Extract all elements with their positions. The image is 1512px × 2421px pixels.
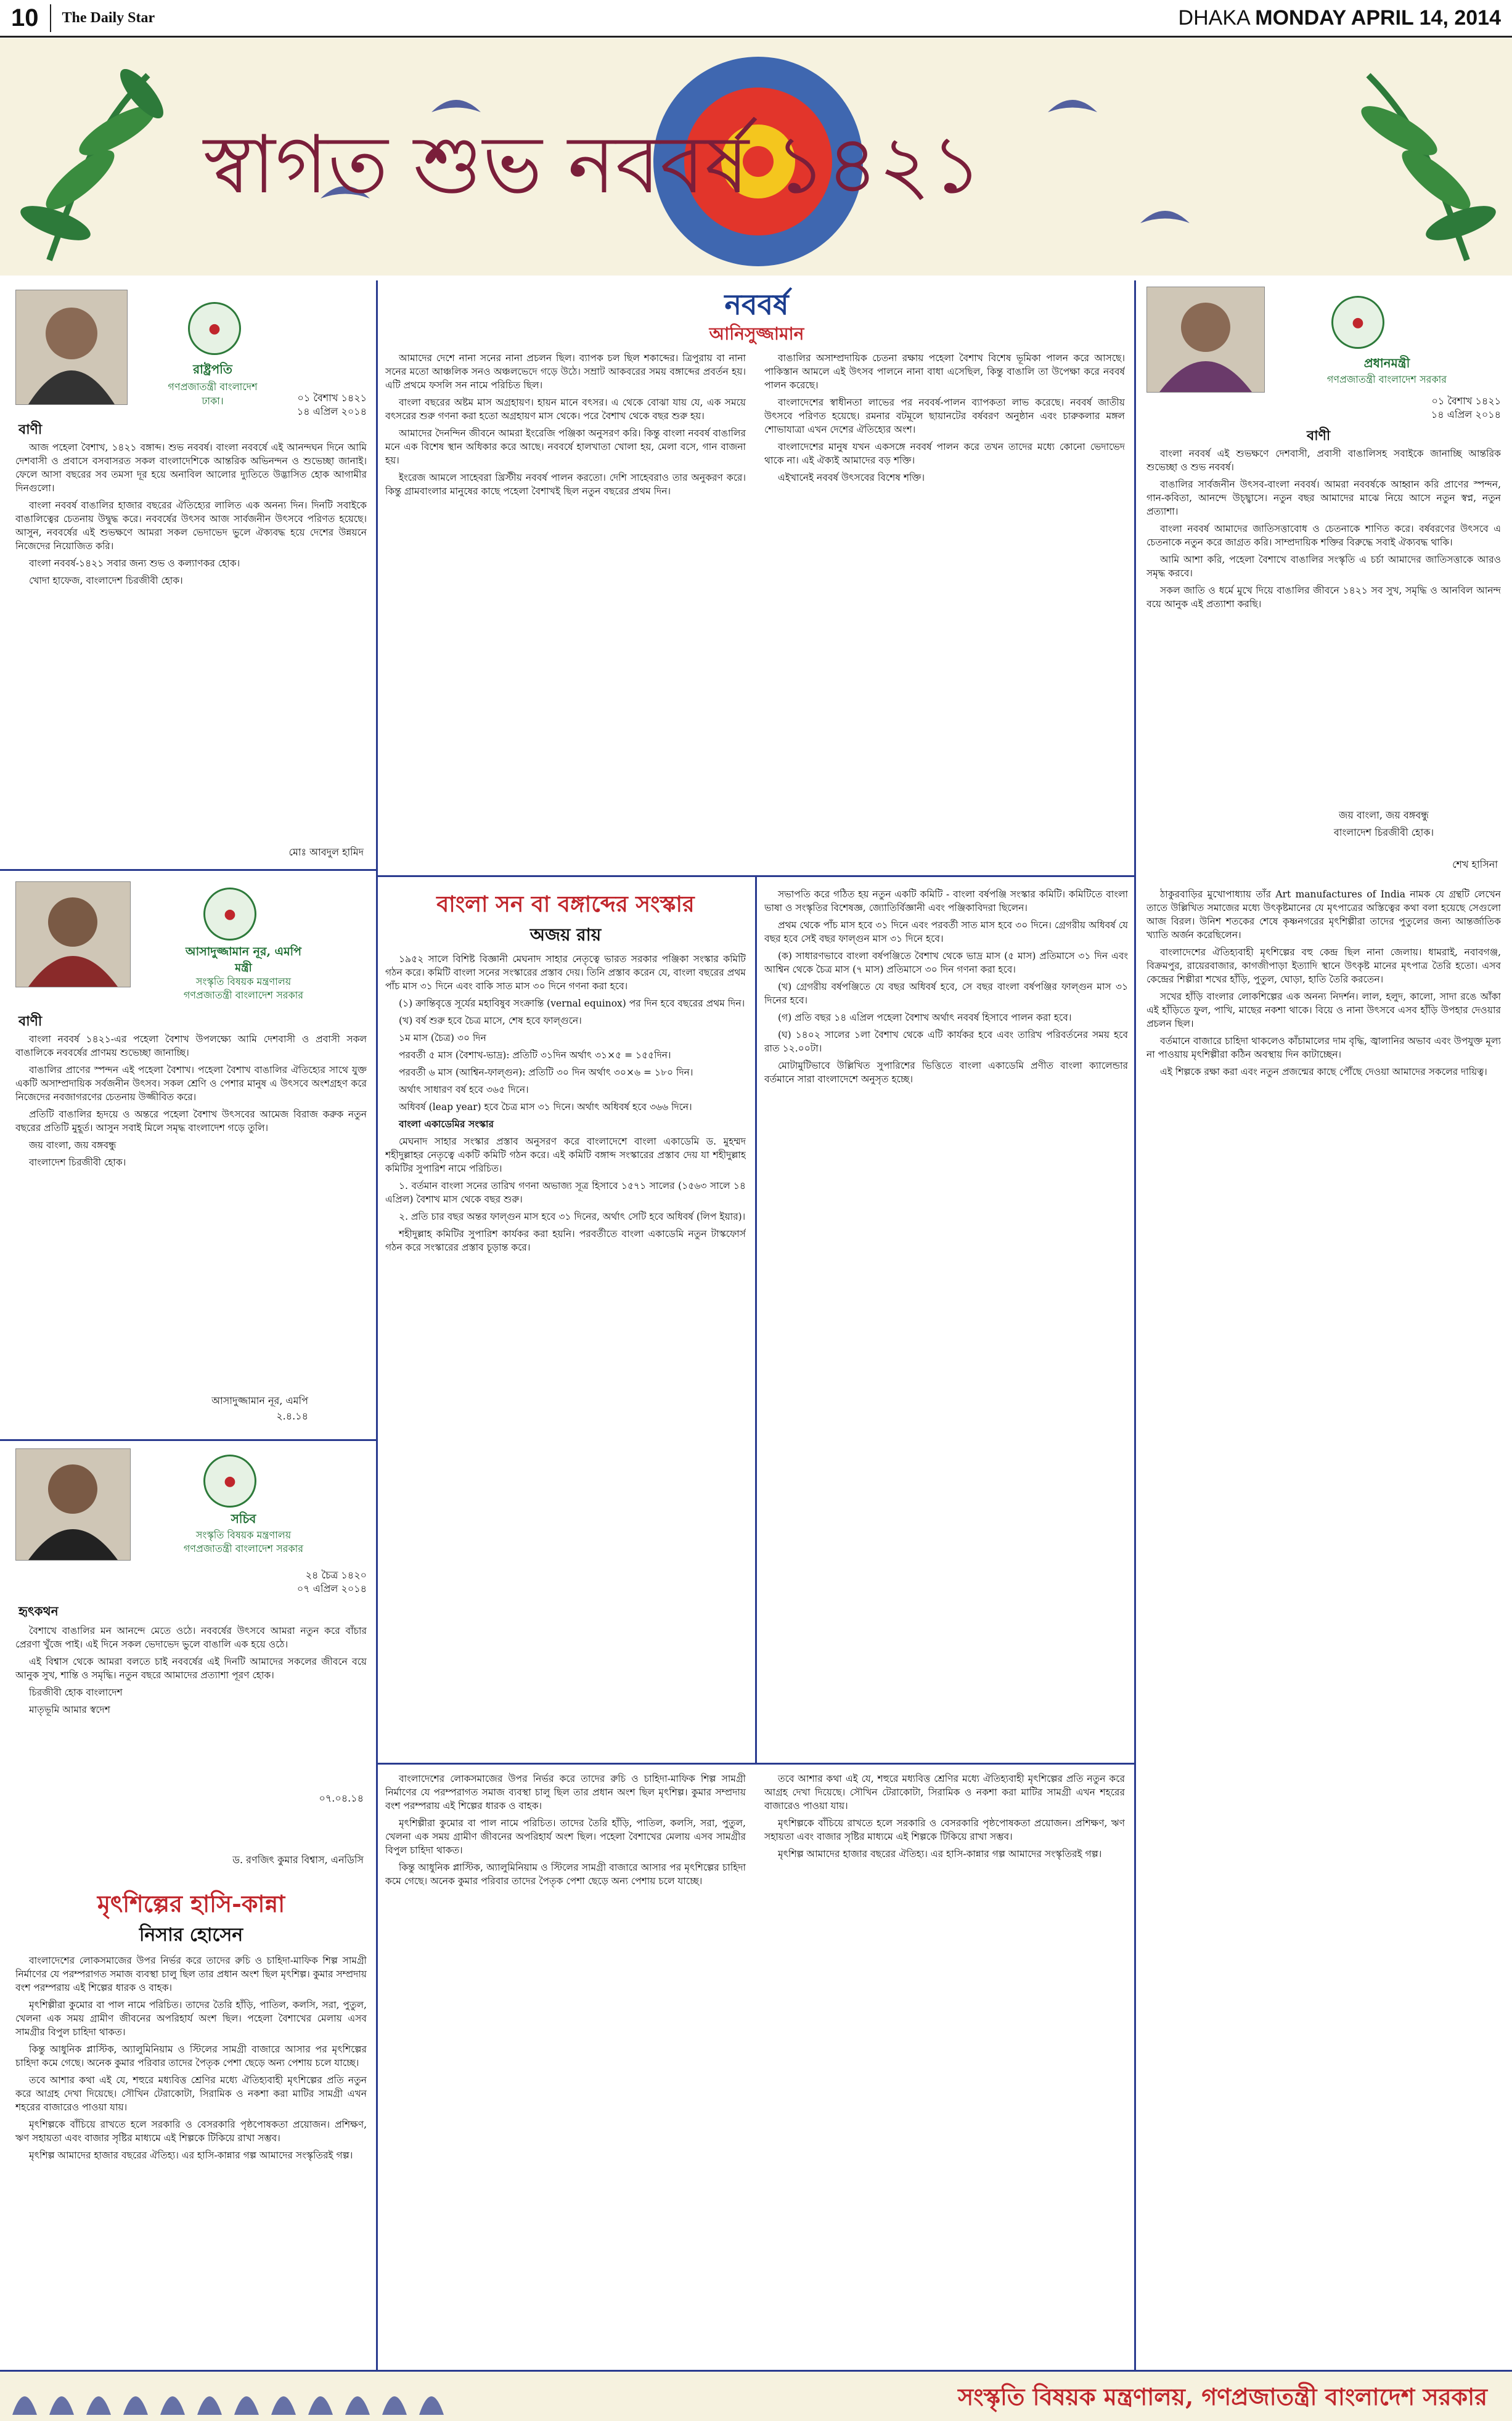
minister-message: বাংলা নববর্ষ ১৪২১-এর পহেলা বৈশাখ উপলক্ষ্যে আমি দেশবাসী ও প্রবাসী সকল বাঙালিকে নববর্ষের প্রাণময় শুভেচ্ছা জানাচ্ছি। বাঙালির প্রাণের স্পন্দন এই পহেলা বৈশাখ। পহেলা বৈশাখ বাঙালির ঐতিহ্যের সাথে যুক্ত একটি অসাম্প্রদায়িক সর্বজনীন উৎসব। সকল শ্রেণি ও পেশার মানুষ এ উৎসবে অংশগ্রহণ করে নিজেদের নবজাগরণের চেতনায় উজ্জীবিত করে। প্রতিটি বাঙালির হৃদয়ে ও অন্তরে পহেলা বৈশাখ উৎসবের আমেজ বিরাজ করুক নতুন বছরের প্রতিটি মুহূর্ত। আসুন সবাই মিলে সমৃদ্ধ বাংলাদেশ গড়ে তুলি। জয় বাংলা, জয় বঙ্গবন্ধু বাংলাদেশ চিরজীবী হোক। [15, 1034, 367, 1168]
section-rule [376, 875, 1136, 877]
column-rule [1134, 280, 1136, 2370]
essay2-author: অজয় রায় [529, 925, 602, 945]
minister-ministry: সংস্কৃতি বিষয়ক মন্ত্রণালয় [195, 976, 292, 987]
essay3-author: নিসার হোসেন [139, 1924, 243, 1946]
minister-signature: আসাদুজ্জামান নূর, এমপি [211, 1395, 308, 1406]
secretary-signature-date: ০৭.০৪.১৪ [319, 1792, 364, 1804]
minister-signature-date: ২.৪.১৪ [276, 1410, 308, 1422]
essay1-title: নববর্ষ [724, 288, 789, 321]
pm-closing2: বাংলাদেশ চিরজীবী হোক। [1333, 827, 1434, 838]
president-city: ঢাকা। [202, 395, 224, 407]
essay3-continued-center: বাংলাদেশের লোকসমাজের উপর নির্ভর করে তাদের রুচি ও চাহিদা-মাফিক শিল্প সামগ্রী নির্মাণের যে পরম্পরাগত সমাজ ব্যবস্থা চালু ছিল তার প্রধান অংশ ছিল মৃৎশিল্প। কুমার সম্প্রদায় বংশ পরম্পরায় এই শিল্পের ধারক ও বাহক। মৃৎশিল্পীরা কুমোর বা পাল নামে পরিচিত। তাদের তৈরি হাঁড়ি, পাতিল, কলসি, সরা, পুতুল, খেলনা এক সময় গ্রামীণ জীবনের অপরিহার্য অংশ ছিল। পহেলা বৈশাখের মেলায় এসব সামগ্রীর বিপুল চাহিদা থাকত। কিন্তু আধুনিক প্লাস্টিক, অ্যালুমিনিয়াম ও স্টিলের সামগ্রী বাজারে আসার পর মৃৎশিল্পের চাহিদা কমে গেছে। অনেক কুমার পরিবার তাদের পৈতৃক পেশা ছেড়ে অন্য পেশায় চলে যাচ্ছে। তবে আশার কথা এই যে, শহুরে মধ্যবিত্ত শ্রেণির মধ্যে ঐতিহ্যবাহী মৃৎশিল্পের প্রতি নতুন করে আগ্রহ দেখা দিয়েছে। সৌখিন টেরাকোটা, সিরামিক ও নকশা করা মাটির সামগ্রী এখন শহরের বাজারেও পাওয়া যায়। মৃৎশিল্পকে বাঁচিয়ে রাখতে হলে সরকারি ও বেসরকারি পৃষ্ঠপোষকতা প্রয়োজন। প্রশিক্ষণ, ঋণ সহায়তা এবং বাজার সৃষ্টির মাধ্যমে এই শিল্পকে টিকিয়ে রাখা সম্ভব। মৃৎশিল্প আমাদের হাজার বছরের ঐতিহ্য। এর হাসি-কান্নার গল্প আমাদের সংস্কৃতিরই গল্প। [385, 1773, 1125, 1887]
footer-ministry-text: সংস্কৃতি বিষয়ক মন্ত্রণালয়, গণপ্রজাতন্ত্রী বাংলাদেশ সরকার [958, 2383, 1487, 2411]
pm-dates: ০১ বৈশাখ ১৪২১ ১৪ এপ্রিল ২০১৪ [1431, 395, 1501, 420]
pm-role: প্রধানমন্ত্রী [1363, 356, 1410, 370]
minister-gov: গণপ্রজাতন্ত্রী বাংলাদেশ সরকার [183, 989, 304, 1001]
banner-title: স্বাগত শুভ নববর্ষ ১৪২১ [203, 118, 983, 211]
essay2-title: বাংলা সন বা বঙ্গাব্দের সংস্কার [436, 891, 695, 917]
ministry-emblem-icon: ● [203, 888, 256, 941]
secretary-heading: হৃৎকথন [18, 1604, 59, 1619]
govt-emblem-icon: ● [188, 302, 241, 355]
pm-closing: জয় বাংলা, জয় বঙ্গবন্ধু [1339, 809, 1429, 821]
essay2-body: ১৯৫২ সালে বিশিষ্ট বিজ্ঞানী মেঘনাদ সাহার নেতৃত্বে ভারত সরকার পঞ্জিকা সংস্কার কমিটি গঠন করে। কমিটি বাংলা সনের সংস্কারের প্রস্তাব দেয়। তিনি প্রস্তাব করেন যে, বাংলা বছরের প্রথম পাঁচ মাস ৩১ দিনে এবং বাকি সাত মাস ৩০ দিনে গণনা করা হবে। (১) ক্রান্তিবৃত্তে সূর্যের মহাবিষুব সংক্রান্তি (vernal equinox) পর দিন হবে বছরের প্রথম দিন। (খ) বর্ষ শুরু হবে চৈত্র মাসে, শেষ হবে ফাল্গুনে। ১ম মাস (চৈত্র) ৩০ দিন পরবর্তী ৫ মাস (বৈশাখ-ভাদ্র): প্রতিটি ৩১দিন অর্থাৎ ৩১×৫ = ১৫৫দিন। পরবর্তী ৬ মাস (আশ্বিন-ফাল্গুন): প্রতিটি ৩০ দিন অর্থাৎ ৩০×৬ = ১৮০ দিন। অর্থাৎ সাধারণ বর্ষ হবে ৩৬৫ দিনে। অধিবর্ষ (leap year) হবে চৈত্র মাস ৩১ দিনে। অর্থাৎ অধিবর্ষ হবে ৩৬৬ দিনে। বাংলা একাডেমির সংস্কার মেঘনাদ সাহার সংস্কার প্রস্তাব অনুসরণ করে বাংলাদেশে বাংলা একাডেমি ড. মুহম্মদ শহীদুল্লাহর নেতৃত্বে একটি কমিটি গঠন করে। এই কমিটি বঙ্গাব্দ সংস্কারের প্রস্তাব দেয় যা শহীদুল্লাহ কমিটির সুপারিশ নামে পরিচিত। ১. বর্তমান বাংলা সনের তারিখ গণনা অভাজ্য সূত্র হিসাবে ১৫৭১ সালের (১৫৬৩ সালে ১৪ এপ্রিল) বৈশাখ মাস থেকে বছর শুরু। ২. প্রতি চার বছর অন্তর ফাল্গুন মাস হবে ৩১ দিনের, অর্থাৎ সেটি হবে অধিবর্ষ (লিপ ইয়ার)। শহীদুল্লাহ কমিটির সুপারিশ কার্যকর করা হয়নি। পরবর্তীতে বাংলা একাডেমি নতুন টাস্কফোর্স গঠন করে সংস্কারের প্রস্তাব চূড়ান্ত করে। [385, 953, 746, 1253]
govt-emblem-icon: ● [1331, 296, 1384, 349]
dateline: DHAKA MONDAY APRIL 14, 2014 [1178, 6, 1501, 30]
pm-photo [1146, 287, 1265, 393]
essay1-body: আমাদের দেশে নানা সনের নানা প্রচলন ছিল। ব্যাপক চল ছিল শকাব্দের। ত্রিপুরায় বা নানা সনের মতো আঞ্চলিক সনও অঞ্চলভেদে গড়ে উঠে। সম্রাট আকবরের সময় বঙ্গাব্দের প্রবর্তন হয়। এটি প্রথমে ফসলি সন নামে পরিচিত ছিল। বাংলা বছরের অষ্টম মাস অগ্রহায়ণ। হায়ন মানে বৎসর। এ থেকে বোঝা যায় যে, এক সময়ে বৎসরের শুরু গণনা করা হতো অগ্রহায়ণ মাস থেকে। পরে বৈশাখ থেকে বছর শুরু হয়। আমাদের দৈনন্দিন জীবনে আমরা ইংরেজি পঞ্জিকা অনুসরণ করি। কিন্তু বাংলা নববর্ষ বাঙালির মনে এক বিশেষ স্থান অধিকার করে আছে। নববর্ষে হালখাতা খোলা হয়, মেলা বসে, গান বাজনা হয়। ইংরেজ আমলে সাহেবরা খ্রিস্টীয় নববর্ষ পালন করতো। দেশি সাহেবরাও তার অনুকরণ করে। কিন্তু গ্রামবাংলার মানুষের কাছে পহেলা বৈশাখই ছিল নতুন বছরের প্রথম দিন। বাঙালির অসাম্প্রদায়িক চেতনা রক্ষায় পহেলা বৈশাখ বিশেষ ভূমিকা পালন করে আসছে। পাকিস্তান আমলে এই উৎসব পালনে নানা বাধা এসেছিল, কিন্তু বাঙালি তা উপেক্ষা করে নববর্ষ পালন করেছে। বাংলাদেশের স্বাধীনতা লাভের পর নববর্ষ-পালন ব্যাপকতা লাভ করেছে। নববর্ষ জাতীয় উৎসবে পরিণত হয়েছে। রমনার বটমূলে ছায়ানটের বর্ষবরণ অনুষ্ঠান এবং চারুকলার মঙ্গল শোভাযাত্রা এখন দেশের ঐতিহ্যের অংশ। বাংলাদেশের মানুষ যখন একসঙ্গে নববর্ষ পালন করে তখন তাদের মধ্যে কোনো ভেদাভেদ থাকে না। এই ঐক্যই আমাদের বড় শক্তি। এইখানেই নববর্ষ উৎসবের বিশেষ শক্তি। [385, 353, 1125, 497]
column-rule [755, 875, 757, 1763]
secretary-gov: গণপ্রজাতন্ত্রী বাংলাদেশ সরকার [183, 1543, 304, 1554]
pm-signature: শেখ হাসিনা [1452, 859, 1498, 870]
section-rule [0, 869, 377, 871]
minister-name: আসাদুজ্জামান নূর, এমপি [185, 945, 302, 958]
president-message: আজ পহেলা বৈশাখ, ১৪২১ বঙ্গাব্দ। শুভ নববর্ষ। বাংলা নববর্ষে এই আনন্দঘন দিনে আমি দেশবাসী ও প্রবাসে বসবাসরত সকল বাংলাদেশিকে আন্তরিক অভিনন্দন ও শুভেচ্ছা জানাই। ফেলে আসা বছরের সব তমসা দূর হয়ে অনাবিল আলোর দ্যুতিতে উদ্ভাসিত হোক আগামীর দিনগুলো। বাংলা নববর্ষ বাঙালির হাজার বছরের ঐতিহ্যের লালিত এক অনন্য দিন। দিনটি সবাইকে বাঙালিত্বের চেতনায় উদ্বুদ্ধ করে। নববর্ষের উৎসব আজ সার্বজনীন উৎসবে পরিণত হয়েছে। আসুন, নববর্ষের এই শুভক্ষণে আমরা সকল ভেদাভেদ ভুলে ঐক্যবদ্ধ হয়ে দেশের উন্নয়নে নিজেদের নিয়োজিত করি। বাংলা নববর্ষ-১৪২১ সবার জন্য শুভ ও কল্যাণকর হোক। খোদা হাফেজ, বাংলাদেশ চিরজীবী হোক। [15, 442, 367, 586]
essay1-author: আনিসুজ্জামান [709, 324, 804, 344]
president-signature: মোঃ আবদুল হামিদ [288, 846, 364, 858]
section-rule [0, 1439, 377, 1441]
secretary-ministry: সংস্কৃতি বিষয়ক মন্ত্রণালয় [195, 1529, 292, 1541]
president-photo [15, 290, 128, 405]
minister-photo [15, 881, 131, 987]
secretary-dates: ২৪ চৈত্র ১৪২০ ০৭ এপ্রিল ২০১৪ [296, 1569, 367, 1594]
secretary-role: সচিব [231, 1511, 256, 1526]
pm-gov: গণপ্রজাতন্ত্রী বাংলাদেশ সরকার [1326, 374, 1447, 385]
essay2-continued: সভাপতি করে গঠিত হয় নতুন একটি কমিটি - বাংলা বর্ষপঞ্জি সংস্কার কমিটি। কমিটিতে বাংলা ভাষা ও সংস্কৃতির বিশেষজ্ঞ, জ্যোতির্বিজ্ঞানী এবং পঞ্জিকাবিদরা ছিলেন। প্রথম থেকে পাঁচ মাস হবে ৩১ দিনে এবং পরবর্তী সাত মাস হবে ৩০ দিনে। গ্রেগরীয় অধিবর্ষ যে বছর হবে সেই বছর ফাল্গুন মাস ৩১ দিনে হবে। (ক) সাধারণভাবে বাংলা বর্ষপঞ্জিতে বৈশাখ থেকে ভাদ্র মাস (৫ মাস) প্রতিমাসে ৩১ দিন এবং আশ্বিন থেকে চৈত্র মাস (৭ মাস) প্রতিমাসে ৩০ দিন গণনা করা হবে। (খ) গ্রেগরীয় বর্ষপঞ্জিতে যে বছর অধিবর্ষ হবে, সে বছর বাংলা বর্ষপঞ্জির ফাল্গুন মাস ৩১ দিনের হবে। (গ) প্রতি বছর ১৪ এপ্রিল পহেলা বৈশাখ অর্থাৎ নববর্ষ হিসাবে পালন করা হবে। (ঘ) ১৪০২ সালের ১লা বৈশাখ থেকে এটি কার্যকর হবে এবং তারিখ পরিবর্তনের সময় হবে রাত ১২.০০টা। মোটামুটিভাবে উল্লিখিত সুপারিশের ভিত্তিতে বাংলা একাডেমি প্রণীত বাংলা ক্যালেন্ডার বর্তমানে সারা বাংলাদেশে অনুসৃত হচ্ছে। [764, 889, 1128, 1085]
banner-art [0, 38, 1512, 276]
page-footer [0, 2370, 1512, 2421]
pm-bani-heading: বাণী [1307, 428, 1331, 444]
footer-border-art [0, 2372, 863, 2421]
essay3-continued-right: ঠাকুরবাড়ির মুখোপাধ্যায় তাঁর Art manufactures of India নামক যে গ্রন্থটি লেখেন তাতে উল্লিখিত সমাজের মধ্যে উৎকৃষ্টমানের যে মৃৎপাত্রের অস্তিত্বের কথা বলা হয়েছে সেগুলো আজ বিরল। উনিশ শতকের শেষে কৃষ্ণনগরের মৃৎশিল্পীরা তাদের পুতুলের জন্য আন্তর্জাতিক খ্যাতি অর্জন করেছিলেন। বাংলাদেশের ঐতিহ্যবাহী মৃৎশিল্পের বহু কেন্দ্র ছিল নানা জেলায়। ধামরাই, নবাবগঞ্জ, বিক্রমপুর, রায়েরবাজার, কাগজীপাড়া ইত্যাদি স্থানে উৎকৃষ্ট মানের মৃৎপাত্র তৈরি হতো। এসব কেন্দ্রের শিল্পীরা শখের হাঁড়ি, পুতুল, ঘোড়া, হাতি তৈরি করতেন। সখের হাঁড়ি বাংলার লোকশিল্পের এক অনন্য নিদর্শন। লাল, হলুদ, কালো, সাদা রঙে আঁকা এই হাঁড়িতে ফুল, পাখি, মাছের নকশা থাকে। বিয়ে ও নানা উৎসবে এসব হাঁড়ি উপহার দেওয়ার প্রচলন ছিল। বর্তমানে বাজারে চাহিদা থাকলেও কাঁচামালের দাম বৃদ্ধি, জ্বালানির অভাব এবং উপযুক্ত মূল্য না পাওয়ায় মৃৎশিল্পীরা কঠিন অবস্থায় দিন কাটাচ্ছেন। এই শিল্পকে রক্ষা করা এবং নতুন প্রজন্মের কাছে পৌঁছে দেওয়া আমাদের সকলের দায়িত্ব। [1146, 889, 1501, 1077]
page-number: 10 [0, 4, 51, 32]
section-rule [376, 1763, 1136, 1765]
essay3-body: বাংলাদেশের লোকসমাজের উপর নির্ভর করে তাদের রুচি ও চাহিদা-মাফিক শিল্প সামগ্রী নির্মাণের যে পরম্পরাগত সমাজ ব্যবস্থা চালু ছিল তার প্রধান অংশ ছিল মৃৎশিল্প। কুমার সম্প্রদায় বংশ পরম্পরায় এই শিল্পের ধারক ও বাহক। মৃৎশিল্পীরা কুমোর বা পাল নামে পরিচিত। তাদের তৈরি হাঁড়ি, পাতিল, কলসি, সরা, পুতুল, খেলনা এক সময় গ্রামীণ জীবনের অপরিহার্য অংশ ছিল। পহেলা বৈশাখের মেলায় এসব সামগ্রীর বিপুল চাহিদা থাকত। কিন্তু আধুনিক প্লাস্টিক, অ্যালুমিনিয়াম ও স্টিলের সামগ্রী বাজারে আসার পর মৃৎশিল্পের চাহিদা কমে গেছে। অনেক কুমার পরিবার তাদের পৈতৃক পেশা ছেড়ে অন্য পেশায় চলে যাচ্ছে। তবে আশার কথা এই যে, শহুরে মধ্যবিত্ত শ্রেণির মধ্যে ঐতিহ্যবাহী মৃৎশিল্পের প্রতি নতুন করে আগ্রহ দেখা দিয়েছে। সৌখিন টেরাকোটা, সিরামিক ও নকশা করা মাটির সামগ্রী এখন শহরের বাজারেও পাওয়া যায়। মৃৎশিল্পকে বাঁচিয়ে রাখতে হলে সরকারি ও বেসরকারি পৃষ্ঠপোষকতা প্রয়োজন। প্রশিক্ষণ, ঋণ সহায়তা এবং বাজার সৃষ্টির মাধ্যমে এই শিল্পকে টিকিয়ে রাখা সম্ভব। মৃৎশিল্প আমাদের হাজার বছরের ঐতিহ্য। এর হাসি-কান্নার গল্প আমাদের সংস্কৃতিরই গল্প। [15, 1955, 367, 2161]
secretary-message: বৈশাখে বাঙালির মন আনন্দে মেতে ওঠে। নববর্ষের উৎসবে আমরা নতুন করে বাঁচার প্রেরণা খুঁজে পাই। এই দিনে সকল ভেদাভেদ ভুলে বাঙালি এক হয়ে ওঠে। এই বিশ্বাস থেকে আমরা বলতে চাই নববর্ষের এই দিনটি আমাদের সকলের জীবনে বয়ে আনুক সুখ, শান্তি ও সমৃদ্ধি। নতুন বছরে আমাদের প্রত্যাশা পূরণ হোক। চিরজীবী হোক বাংলাদেশ মাতৃভূমি আমার স্বদেশ [15, 1625, 367, 1715]
minister-bani-heading: বাণী [18, 1013, 43, 1029]
secretary-signature: ড. রণজিৎ কুমার বিশ্বাস, এনডিসি [232, 1854, 364, 1866]
president-bani-heading: বাণী [18, 422, 43, 438]
president-gov: গণপ্রজাতন্ত্রী বাংলাদেশ [168, 381, 258, 393]
page-header [0, 0, 1512, 38]
column-rule [376, 280, 378, 2370]
minister-role: মন্ত্রী [235, 961, 252, 974]
president-dates: ০১ বৈশাখ ১৪২১ ১৪ এপ্রিল ২০১৪ [296, 392, 367, 417]
essay3-title: মৃৎশিল্পের হাসি-কান্না [97, 1890, 285, 1917]
ministry-emblem-icon: ● [203, 1455, 256, 1508]
masthead: The Daily Star [62, 9, 155, 26]
pm-message: বাংলা নববর্ষ এই শুভক্ষণে দেশবাসী, প্রবাসী বাঙালিসহ সবাইকে জানাচ্ছি আন্তরিক শুভেচ্ছা ও শুভ নববর্ষ। বাঙালির সার্বজনীন উৎসব-বাংলা নববর্ষ। আমরা নববর্ষকে আহ্বান করি প্রাণের স্পন্দন, গান-কবিতা, আনন্দে উচ্ছ্বাসে। নতুন বছর আমাদের মাঝে নিয়ে আসে নতুন স্বপ্ন, নতুন প্রত্যাশা। বাংলা নববর্ষ আমাদের জাতিসত্তাবোধ ও চেতনাকে শাণিত করে। বর্ষবরণের উৎসবে এ চেতনাকে নতুন করে জাগ্রত করি। সাম্প্রদায়িক শক্তির বিরুদ্ধে সবাই ঐক্যবদ্ধ থাকি। আমি আশা করি, পহেলা বৈশাখে বাঙালির সংস্কৃতি এ চর্চা আমাদের জাতিসত্তাকে আরও সমৃদ্ধ করবে। সকল জাতি ও ধর্মে মুখে দিয়ে বাঙালির জীবনে ১৪২১ সব সুখ, সমৃদ্ধি ও আনবিল আনন্দ বয়ে আনুক এই প্রত্যাশা করছি। [1146, 448, 1501, 610]
banner [0, 38, 1512, 276]
president-role: রাষ্ট্রপতি [193, 362, 232, 377]
secretary-photo [15, 1448, 131, 1561]
